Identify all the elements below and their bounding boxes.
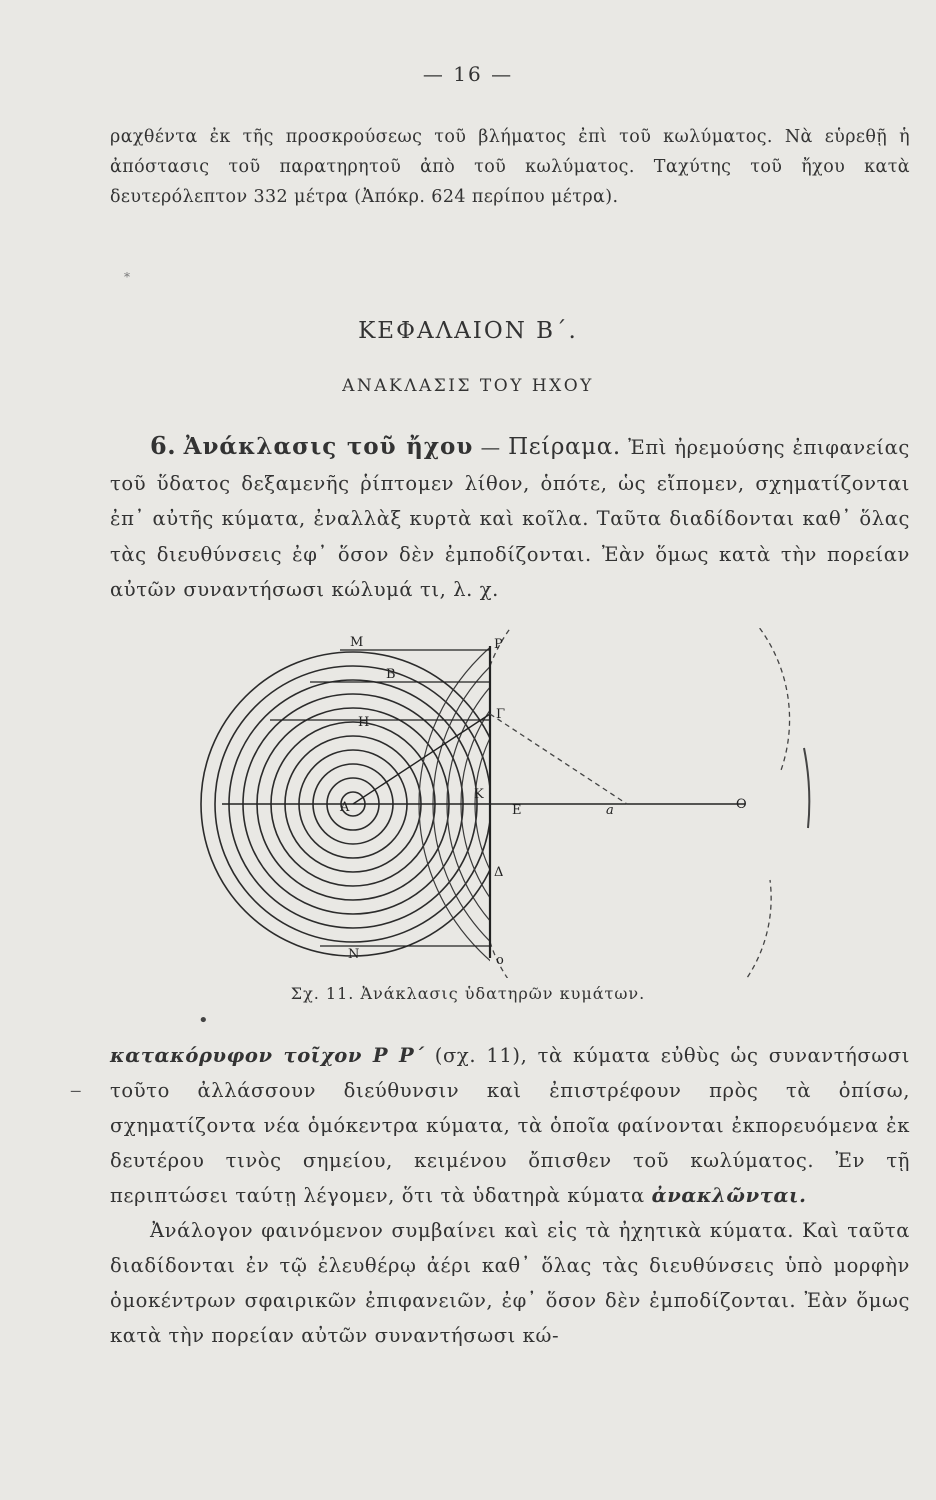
label-h: H xyxy=(358,715,370,730)
print-speck: • xyxy=(198,1010,209,1031)
body-text-1: (σχ. 11), τὰ κύματα εὐθὺς ὡς συναντήσωσι τοῦτο ἀλλάσσουν διεύθυνσιν καὶ ἐπιστρέφουν πρὸς τὰ ὀπίσω, σχηματίζοντα νέα ὁμόκεντρα κύματα, τὰ ὁποῖα φαίνονται ἐκπορευόμενα ἐκ δευτέρου τινὸς σημείου, κειμένου ὄπισθεν τοῦ κωλύματος. Ἐν τῇ περιπτώσει ταύτῃ λέγομεν, ὅτι τὰ ὑδατηρὰ κύματα xyxy=(110,1044,911,1207)
figure-caption: Σχ. 11. Ἀνάκλασις ὑδατηρῶν κυμάτων. xyxy=(290,984,646,1003)
page-number: — 16 — xyxy=(422,62,514,86)
chapter-subtitle: ΑΝΑΚΛΑΣΙΣ ΤΟΥ ΗΧΟΥ xyxy=(342,376,594,396)
reflected-arc xyxy=(419,628,820,978)
label-g: Γ xyxy=(496,707,506,722)
section-dash: — xyxy=(480,436,501,459)
reflected-ray-dashed xyxy=(490,714,627,804)
experiment-label: Πείραμα. xyxy=(508,434,621,460)
reflected-arc xyxy=(447,628,807,978)
label-b: B xyxy=(386,667,396,682)
virtual-wave-dashed xyxy=(490,880,771,978)
section-text: Ἐπὶ ἠρεμούσης ἐπιφανείας τοῦ ὕδατος δεξαμενῆς ῥίπτομεν λίθον, ὁπότε, ὡς εἴπομεν, σχηματίζονται ἐπ᾽ αὐτῆς κύματα, ἐναλλὰξ κυρτὰ καὶ κοῖλα. Ταῦτα διαδίδονται καθ᾽ ὅλας τὰς διευθύνσεις ἐφ᾽ ὅσον δὲν ἐμποδίζονται. Ἐὰν ὅμως κατὰ τὴν πορείαν αὐτῶν συναντήσωσι κώλυμά τι, λ. χ. xyxy=(110,436,910,601)
label-alpha: a xyxy=(606,803,614,818)
section-paragraph xyxy=(110,428,910,608)
label-k: K xyxy=(474,787,484,802)
virtual-wave-dashed xyxy=(490,628,790,773)
top-paragraph: ραχθέντα ἐκ τῆς προσκρούσεως τοῦ βλήματος ἐπὶ τοῦ κωλύματος. Νὰ εὑρεθῇ ἡ ἀπόστασις τοῦ παρατηρητοῦ ἀπὸ τοῦ κωλύματος. Ταχύτης τοῦ ἤχου κατὰ δευτερόλεπτον 332 μέτρα (Ἀπόκρ. 624 περίπου μέτρα). xyxy=(110,127,910,207)
label-p: P xyxy=(494,637,503,652)
label-o-small: o xyxy=(496,953,504,968)
label-d: Δ xyxy=(494,865,504,880)
margin-mark: ‒ xyxy=(70,1080,82,1101)
right-edge-mark xyxy=(804,748,809,828)
section-number: 6. xyxy=(150,431,177,460)
ray-line xyxy=(353,714,490,804)
body-paragraph xyxy=(110,1038,910,1353)
label-n: N xyxy=(348,947,360,962)
chapter-title: ΚΕΦΑΛΑΙΟΝ Β΄. xyxy=(358,318,578,344)
print-speck: * xyxy=(124,270,130,284)
label-a: A xyxy=(340,800,350,815)
body-bold-word: ἀνακλῶνται. xyxy=(651,1184,807,1207)
section-title: Ἀνάκλασις τοῦ ἤχου xyxy=(183,433,474,460)
label-o: O xyxy=(736,797,747,812)
label-m: M xyxy=(350,635,364,650)
body-lead-bold: κατακόρυφον τοῖχον P P΄ xyxy=(110,1044,425,1067)
wave-reflection-figure xyxy=(200,628,820,978)
body-text-2: Ἀνάλογον φαινόμενον συμβαίνει καὶ εἰς τὰ ἠχητικὰ κύματα. Καὶ ταῦτα διαδίδονται ἐν τῷ ἐλευθέρῳ ἀέρι καθ᾽ ὅλας τὰς διευθύνσεις ὑπὸ μορφὴν ὁμοκέντρων σφαιρικῶν ἐπιφανειῶν, ἐφ᾽ ὅσον δὲν ἐμποδίζονται. Ἐὰν ὅμως κατὰ τὴν πορείαν αὐτῶν συναντήσωσι κώ- xyxy=(110,1219,910,1347)
label-e: E xyxy=(512,803,522,818)
